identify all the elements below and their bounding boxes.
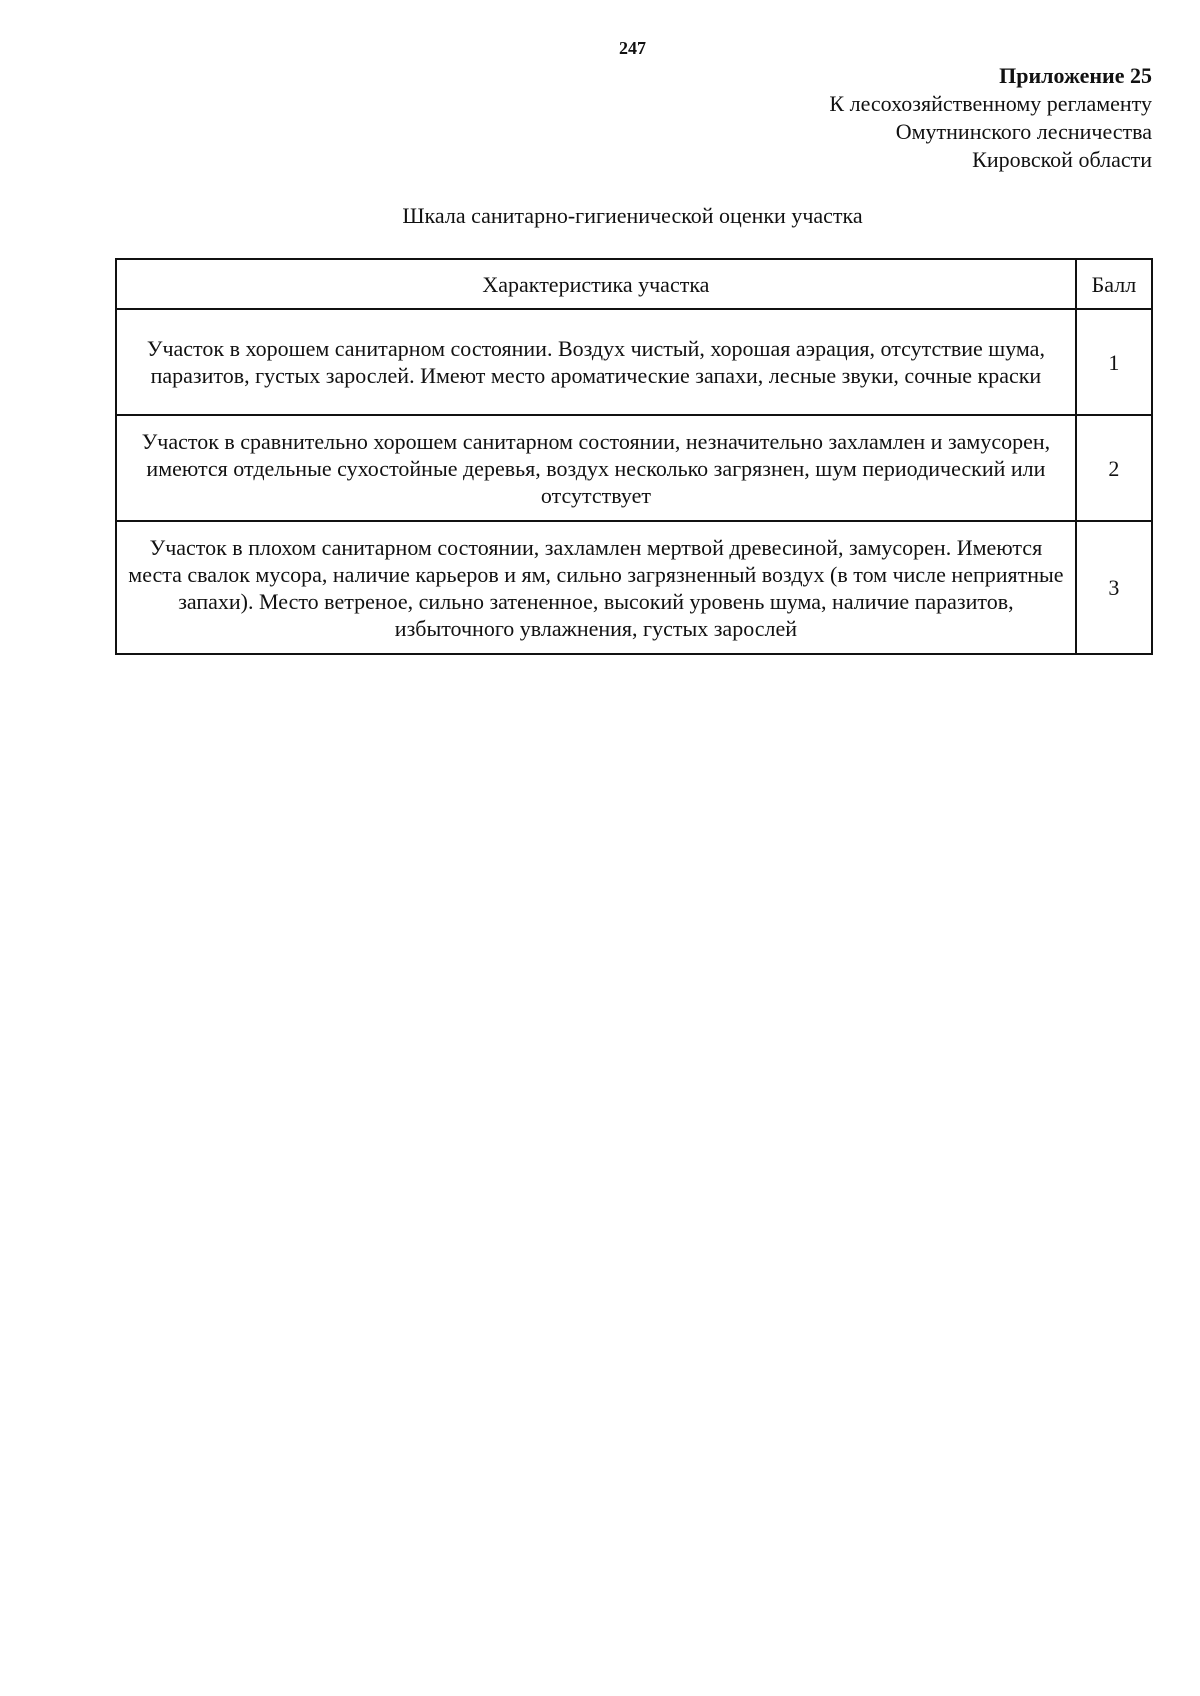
table-header-row (116, 259, 1152, 309)
row-description: Участок в хорошем санитарном состоянии. Воздух чистый, хорошая аэрация, отсутствие шума, паразитов, густых зарослей. Имеют место ароматические запахи, лесные звуки, сочные краски (116, 309, 1076, 415)
document-title: Шкала санитарно-гигиенической оценки участка (402, 203, 863, 228)
appendix-line-3: Кировской области (972, 147, 1152, 172)
row-score: 2 (1076, 415, 1152, 521)
appendix-title: Приложение 25 (999, 63, 1152, 88)
table-row (116, 415, 1152, 521)
appendix-line-1: К лесохозяйственному регламенту (829, 91, 1152, 116)
appendix-line-2: Омутнинского лесничества (895, 119, 1152, 144)
header-score: Балл (1076, 259, 1152, 309)
row-score: 3 (1076, 521, 1152, 654)
appendix-heading (829, 62, 1152, 174)
row-description: Участок в плохом санитарном состоянии, захламлен мертвой древесиной, замусорен. Имеются места свалок мусора, наличие карьеров и ям, сильно загрязненный воздух (в том числе неприятные запахи). Место ветреное, сильно затененное, высокий уровень шума, наличие паразитов, избыточного увлажнения, густых зарослей (116, 521, 1076, 654)
header-description: Характеристика участка (116, 259, 1076, 309)
row-score: 1 (1076, 309, 1152, 415)
table-row (116, 309, 1152, 415)
table-row (116, 521, 1152, 654)
page-number: 247 (619, 38, 646, 58)
assessment-table (115, 258, 1153, 655)
row-description: Участок в сравнительно хорошем санитарном состоянии, незначительно захламлен и замусорен, имеются отдельные сухостойные деревья, воздух несколько загрязнен, шум периодический или отсутствует (116, 415, 1076, 521)
assessment-table-container (115, 258, 1153, 655)
